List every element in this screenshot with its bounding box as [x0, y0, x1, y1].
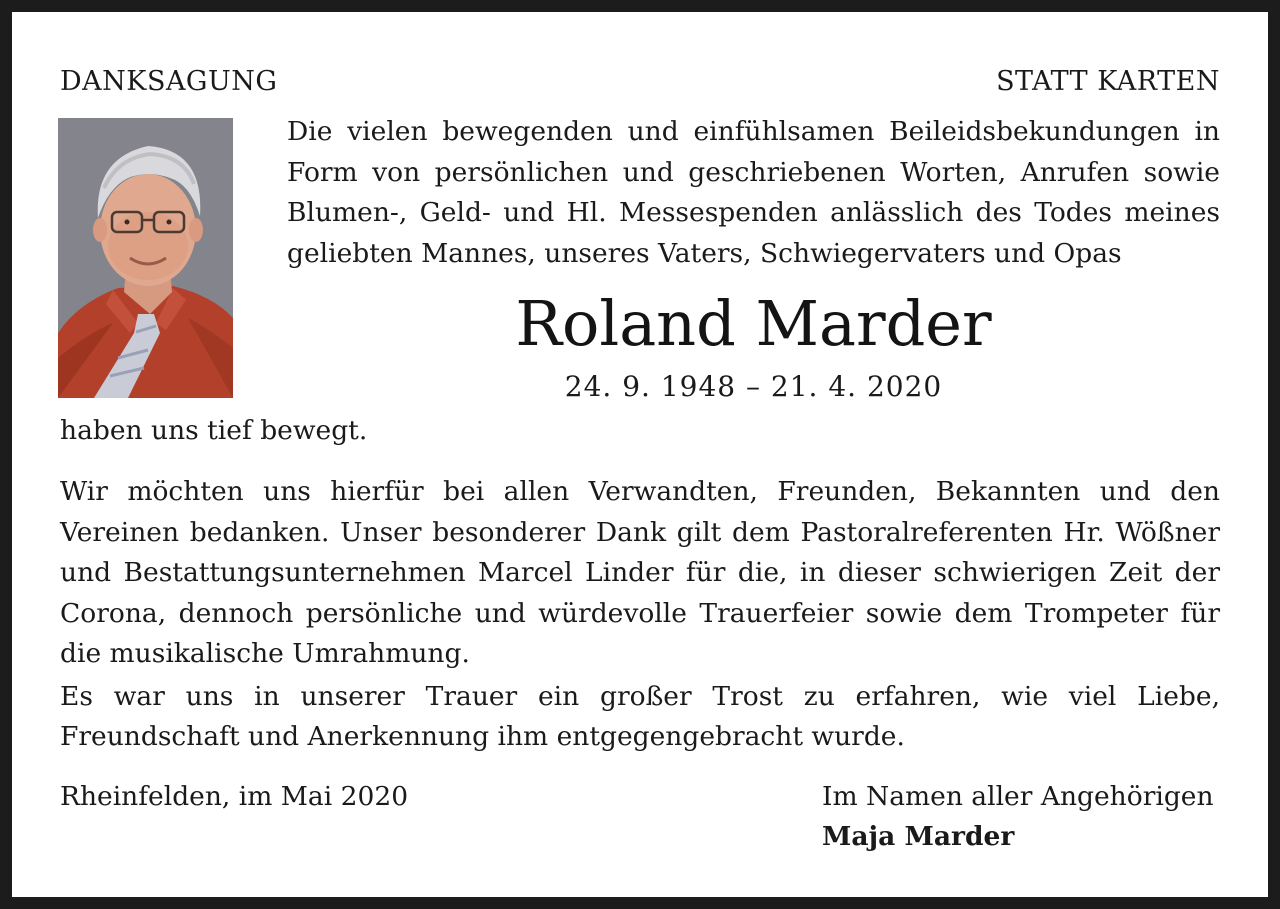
place-and-date: Rheinfelden, im Mai 2020 [60, 781, 409, 812]
thanks-paragraph: Wir möchten uns hierfür bei allen Verwandten, Freunden, Bekannten und den Vereinen bedanken. Unser besonderer Dank gilt dem Pastoralreferenten Hr. Wößner und Bestattungsunternehmen Marcel Linder für die, in dieser schwierigen Zeit der Corona, dennoch persönliche und würdevolle Trauerfeier sowie dem Trompeter für die musikalische Umrahmung. [60, 476, 1220, 669]
obituary-notice [12, 12, 1268, 897]
portrait-photo [58, 118, 233, 398]
notice-subheading: STATT KARTEN [996, 66, 1220, 97]
life-dates: 24. 9. 1948 – 21. 4. 2020 [564, 370, 943, 403]
signer-name: Maja Marder [822, 821, 1015, 852]
thanks-body [60, 472, 1220, 758]
on-behalf-line: Im Namen aller Angehörigen [822, 781, 1214, 812]
intro-text: Die vielen bewegenden und einfühlsamen Beileidsbekundungen in Form von persönlichen und geschriebenen Worten, Anrufen sowie Blumen-, Geld- und Hl. Messespenden anlässlich des Todes meines geliebten Mannes, unseres Vaters, Schwiegervaters und Opas [287, 116, 1220, 269]
intro-continuation: haben uns tief bewegt. [60, 415, 368, 446]
comfort-paragraph: Es war uns in unserer Trauer ein großer Trost zu erfahren, wie viel Liebe, Freundschaft und Anerkennung ihm entgegengebracht wurde. [60, 680, 1220, 752]
notice-heading: DANKSAGUNG [60, 66, 278, 97]
deceased-name: Roland Marder [515, 287, 992, 360]
